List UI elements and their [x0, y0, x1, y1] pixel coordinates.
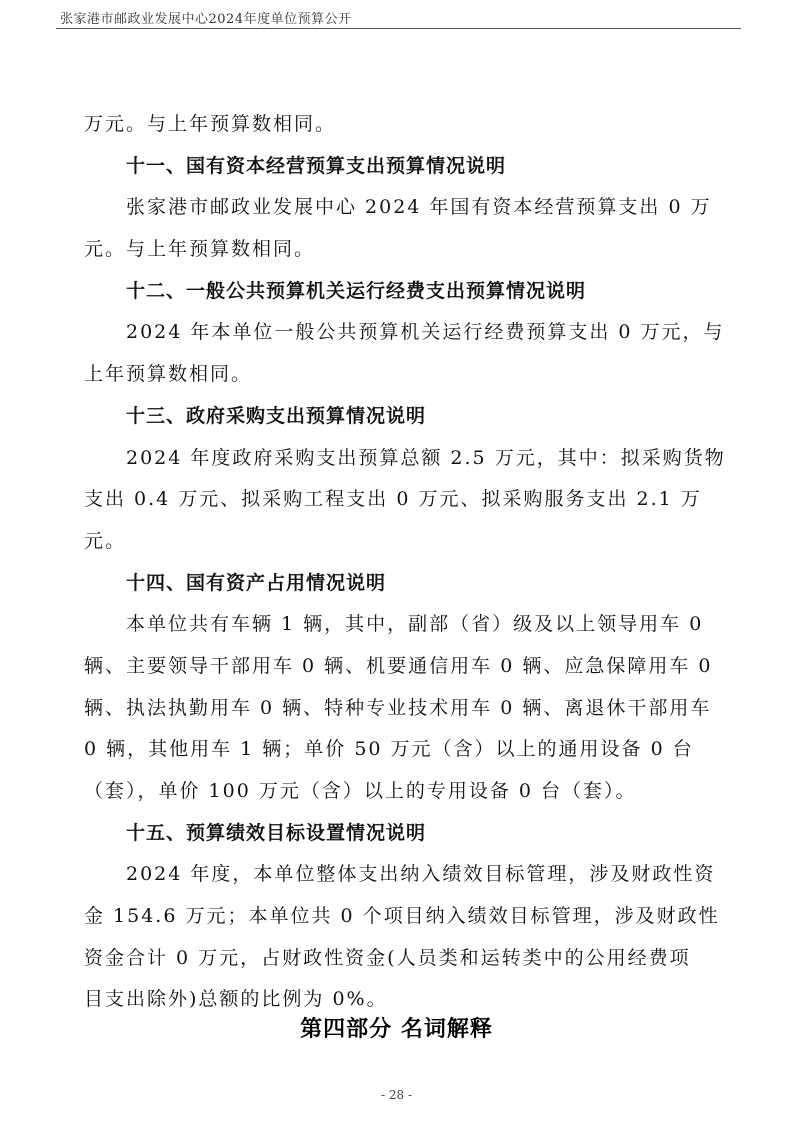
section-heading: 十二、一般公共预算机关运行经费支出预算情况说明	[126, 279, 587, 302]
paragraph-line: 2024 年本单位一般公共预算机关运行经费预算支出 0 万元，与	[126, 321, 725, 344]
paragraph-line: 支出 0.4 万元、拟采购工程支出 0 万元、拟采购服务支出 2.1 万	[84, 488, 702, 511]
section-heading: 十五、预算绩效目标设置情况说明	[126, 821, 427, 844]
paragraph-line: （套），单价 100 万元（含）以上的专用设备 0 台（套）。	[84, 780, 637, 802]
body-text	[84, 104, 726, 1021]
running-header: 张家港市邮政业发展中心2024年度单位预算公开	[60, 12, 352, 27]
paragraph-line: 辆、主要领导干部用车 0 辆、机要通信用车 0 辆、应急保障用车 0	[84, 654, 713, 677]
paragraph-line: 2024 年度，本单位整体支出纳入绩效目标管理，涉及财政性资	[126, 863, 716, 886]
paragraph-line: 辆、执法执勤用车 0 辆、特种专业技术用车 0 辆、离退休干部用车	[84, 696, 712, 719]
header-rule	[56, 28, 741, 29]
paragraph-line: 本单位共有车辆 1 辆，其中，副部（省）级及以上领导用车 0	[126, 613, 704, 636]
paragraph-line: 2024 年度政府采购支出预算总额 2.5 万元，其中：拟采购货物	[126, 446, 726, 469]
paragraph-line: 张家港市邮政业发展中心 2024 年国有资本经营预算支出 0 万	[126, 196, 712, 219]
paragraph-line: 元。	[84, 529, 127, 552]
paragraph-line: 目支出除外)总额的比例为 0%。	[84, 988, 388, 1011]
paragraph-line: 金 154.6 万元；本单位共 0 个项目纳入绩效目标管理，涉及财政性	[84, 905, 720, 928]
paragraph-line: 0 辆，其他用车 1 辆；单价 50 万元（含）以上的通用设备 0 台	[84, 738, 694, 761]
paragraph-line: 万元。与上年预算数相同。	[84, 113, 337, 135]
section-heading: 十三、政府采购支出预算情况说明	[126, 404, 427, 427]
paragraph-line: 上年预算数相同。	[84, 363, 253, 386]
section-heading: 十一、国有资本经营预算支出预算情况说明	[126, 154, 507, 177]
section-heading: 十四、国有资产占用情况说明	[126, 571, 387, 594]
part-title: 第四部分 名词解释	[300, 1017, 493, 1042]
page-number: - 28 -	[380, 1088, 412, 1102]
paragraph-line: 元。与上年预算数相同。	[84, 238, 316, 261]
paragraph-line: 资金合计 0 万元，占财政性资金(人员类和运转类中的公用经费项	[84, 946, 691, 969]
